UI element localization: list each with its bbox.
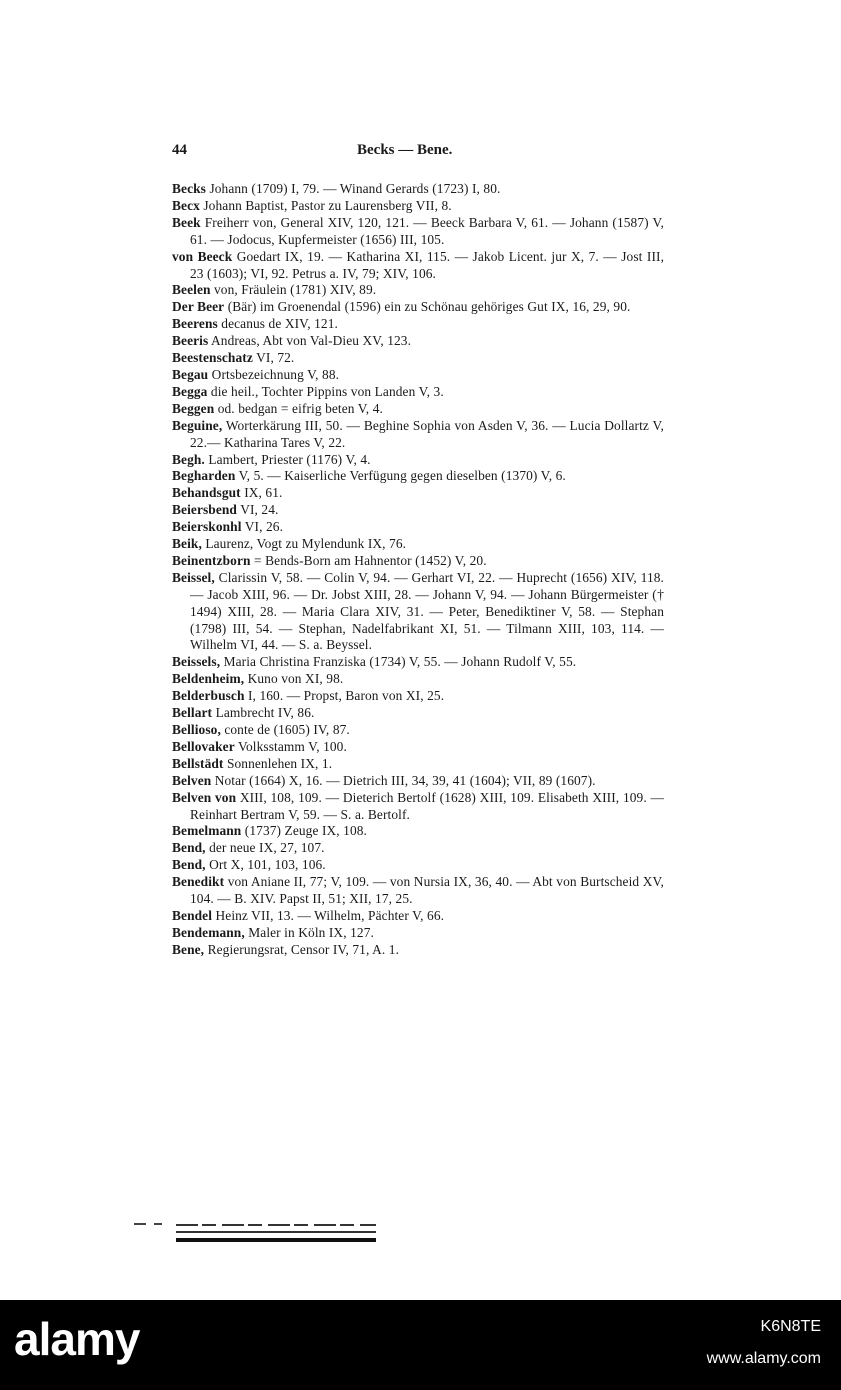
entry-text: Clarissin V, 58. — Colin V, 94. — Gerhart VI, 22. — Huprecht (1656) XIV, 118. — Jacob XIII, 96. — Dr. Jobst XIII, 28. — Johann V, 94. — Johann Bürgermeister († 1494) XIII, 28. — Maria Clara XIV, 31. — Peter, Benediktiner V, 58. — Stephan (1798) III, 54. — Stephan, Nadelfabrikant XI, 51. — Tilmann XIII, 103, 114. — Wilhelm VI, 44. — S. a. Beyssel. [190, 569, 665, 653]
index-entry [172, 654, 664, 671]
entry-text: die heil., Tochter Pippins von Landen V, 3. [210, 383, 444, 399]
entry-text: (Bär) im Groenendal (1596) ein zu Schönau gehöriges Gut IX, 16, 29, 90. [227, 299, 631, 315]
entry-text: Freiherr von, General XIV, 120, 121. — Beeck Barbara V, 61. — Johann (1587) V, 61. — Jodocus, Kupfermeister (1656) III, 105. [190, 214, 664, 247]
page-header [172, 142, 661, 166]
index-entry [172, 722, 664, 739]
index-entry [172, 823, 664, 840]
entry-text: Volksstamm V, 100. [237, 738, 347, 754]
index-entry [172, 333, 664, 350]
index-entry [172, 502, 664, 519]
entry-headword: Beissels, [172, 654, 221, 670]
index-entry [172, 756, 664, 773]
entry-text: Johann (1709) I, 79. — Winand Gerards (1723) I, 80. [209, 181, 501, 196]
page-number: 44 [172, 142, 187, 158]
index-entry [172, 790, 664, 824]
entry-headword: Behandsgut [172, 485, 241, 501]
index-entry [172, 452, 664, 469]
entry-headword: Beerens [172, 316, 218, 332]
entry-headword: Becks [172, 181, 206, 196]
rule-line-thin [176, 1224, 376, 1226]
entry-text: XIII, 108, 109. — Dieterich Bertolf (1628) XIII, 109. Elisabeth XIII, 109. — Reinhart Bertram V, 59. — S. a. Bertolf. [190, 789, 664, 822]
entry-headword: Beggen [172, 400, 215, 416]
entry-headword: Belven von [172, 789, 237, 805]
index-entry [172, 198, 664, 215]
entry-text: = Bends-Born am Hahnentor (1452) V, 20. [254, 552, 487, 568]
index-entry [172, 942, 664, 959]
entry-text: Ortsbezeichnung V, 88. [211, 366, 340, 382]
entry-headword: Bendel [172, 907, 213, 923]
entry-text: VI, 24. [240, 502, 279, 518]
entry-headword: Bellstädt [172, 755, 224, 771]
entry-headword: Bene, [172, 941, 205, 957]
index-entry [172, 468, 664, 485]
index-entry [172, 316, 664, 333]
entry-text: IX, 61. [244, 485, 283, 501]
entry-text: Notar (1664) X, 16. — Dietrich III, 34, 39, 41 (1604); VII, 89 (1607). [214, 772, 596, 788]
entry-text: Maria Christina Franziska (1734) V, 55. — Johann Rudolf V, 55. [223, 654, 577, 670]
index-entry [172, 671, 664, 688]
entry-text: von, Fräulein (1781) XIV, 89. [213, 282, 377, 298]
entry-headword: Beldenheim, [172, 671, 245, 687]
index-entry [172, 840, 664, 857]
index-entry [172, 925, 664, 942]
entry-headword: Bendemann, [172, 924, 245, 940]
index-entry [172, 739, 664, 756]
brand-logo: alamy [14, 1313, 140, 1365]
index-entry [172, 181, 664, 198]
entry-headword: Becx [172, 197, 200, 213]
entry-headword: Belven [172, 772, 212, 788]
index-entry [172, 249, 664, 283]
entry-headword: Beinentzborn [172, 552, 251, 568]
entry-headword: Bend, [172, 857, 206, 873]
entry-text: der neue IX, 27, 107. [209, 840, 325, 856]
entry-text: od. bedgan = eifrig beten V, 4. [217, 400, 383, 416]
entry-headword: Beek [172, 214, 201, 230]
entry-headword: Bemelmann [172, 823, 242, 839]
entry-text: Goedart IX, 19. — Katharina XI, 115. — Jakob Licent. jur X, 7. — Jost III, 23 (1603); VI, 92. Petrus a. IV, 79; XIV, 106. [190, 248, 665, 281]
entry-headword: Beierskonhl [172, 519, 242, 535]
end-rule [134, 1216, 378, 1244]
entry-text: conte de (1605) IV, 87. [224, 722, 350, 737]
index-entry [172, 773, 664, 790]
entry-text: Regierungsrat, Censor IV, 71, A. 1. [207, 941, 400, 957]
index-entry [172, 485, 664, 502]
index-entry [172, 688, 664, 705]
entry-headword: Belderbusch [172, 688, 245, 704]
index-entry [172, 536, 664, 553]
entry-headword: von Beeck [172, 248, 233, 264]
entry-headword: Begga [172, 383, 208, 399]
entry-text: decanus de XIV, 121. [221, 316, 338, 332]
entry-headword: Beissel, [172, 569, 215, 585]
rule-line-mid [176, 1231, 376, 1233]
entry-text: I, 160. — Propst, Baron von XI, 25. [247, 688, 445, 704]
running-title: Becks — Bene. [357, 142, 453, 158]
index-entry [172, 908, 664, 925]
rule-dash [134, 1223, 146, 1225]
index-entry [172, 384, 664, 401]
entry-text: Ort X, 101, 103, 106. [209, 857, 326, 873]
index-entry [172, 418, 664, 452]
index-entries [172, 181, 664, 959]
entry-text: Heinz VII, 13. — Wilhelm, Pächter V, 66. [215, 907, 445, 923]
entry-text: Maler in Köln IX, 127. [248, 924, 374, 940]
index-entry [172, 401, 664, 418]
entry-text: Johann Baptist, Pastor zu Laurensberg VII, 8. [203, 197, 452, 213]
entry-text: von Aniane II, 77; V, 109. — von Nursia IX, 36, 40. — Abt von Burtscheid XV, 104. — B. XIV. Papst II, 51; XII, 17, 25. [190, 874, 665, 907]
rule-line-thick [176, 1238, 376, 1242]
entry-text: VI, 72. [256, 350, 295, 366]
index-entry [172, 705, 664, 722]
entry-text: Kuno von XI, 98. [247, 671, 344, 687]
entry-text: Lambert, Priester (1176) V, 4. [208, 451, 371, 467]
index-entry [172, 874, 664, 908]
index-entry [172, 519, 664, 536]
entry-headword: Beelen [172, 282, 211, 298]
entry-headword: Beestenschatz [172, 350, 253, 366]
entry-headword: Begh. [172, 451, 205, 467]
entry-text: Lambrecht IV, 86. [215, 705, 315, 721]
entry-headword: Beeris [172, 333, 209, 349]
entry-headword: Bend, [172, 840, 206, 856]
entry-text: VI, 26. [244, 519, 284, 535]
rule-dash [154, 1223, 162, 1225]
entry-headword: Bellioso, [172, 722, 221, 737]
entry-text: (1737) Zeuge IX, 108. [244, 823, 368, 839]
entry-headword: Beguine, [172, 417, 223, 433]
index-entry [172, 350, 664, 367]
index-entry [172, 857, 664, 874]
index-entry [172, 299, 664, 316]
entry-headword: Der Beer [172, 299, 225, 315]
index-entry [172, 367, 664, 384]
index-entry [172, 553, 664, 570]
entry-text: Sonnenlehen IX, 1. [226, 755, 333, 771]
index-entry [172, 570, 664, 655]
entry-headword: Begharden [172, 468, 236, 484]
index-entry [172, 282, 664, 299]
entry-headword: Bellart [172, 705, 213, 721]
entry-text: Worterkärung III, 50. — Beghine Sophia von Asden V, 36. — Lucia Dollartz V, 22.— Katharina Tares V, 22. [190, 417, 664, 450]
entry-headword: Benedikt [172, 874, 225, 890]
entry-headword: Beiersbend [172, 502, 237, 518]
image-id: K6N8TE [760, 1318, 821, 1335]
entry-text: Andreas, Abt von Val-Dieu XV, 123. [211, 333, 412, 349]
site-url: www.alamy.com [706, 1350, 821, 1367]
entry-headword: Beik, [172, 536, 202, 552]
entry-headword: Begau [172, 366, 209, 382]
entry-headword: Bellovaker [172, 738, 235, 754]
index-entry [172, 215, 664, 249]
entry-text: V, 5. — Kaiserliche Verfügung gegen dieselben (1370) V, 6. [238, 468, 566, 484]
entry-text: Laurenz, Vogt zu Mylendunk IX, 76. [205, 536, 407, 552]
